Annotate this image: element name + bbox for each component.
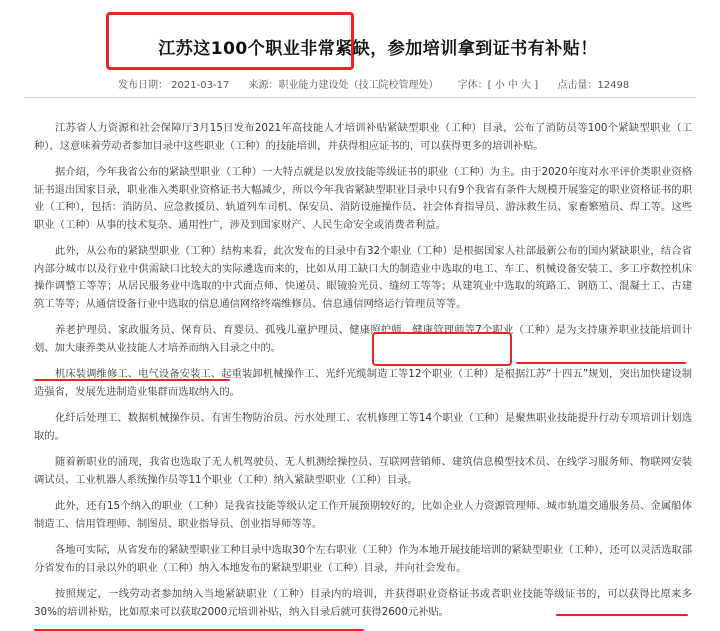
paragraph-underlined: 按照规定，一线劳动者参加纳入当地紧缺职业（工种）目录内的培训，并获得职业资格证书或者职业技能等级证书的，可以获得比原来多30%的培训补贴，比如原来可以获取2000元培训补贴，纳入目录后就可获得2600元补贴。 xyxy=(34,588,692,618)
annotation-underline xyxy=(516,362,686,364)
article-title: 江苏这100个职业非常紧缺，参加培训拿到证书有补贴！ xyxy=(158,39,598,59)
publish-date: 发布日期： 2021-03-17 xyxy=(118,80,230,91)
keyword-highlight-box xyxy=(372,332,512,366)
paragraph: 此外，从公布的紧缺型职业（工种）结构来看，此次发布的目录中有32个职业（工种）是根据国家人社部最新公布的国内紧缺职业，结合省内部分城市以及行业中供需缺口比较大的实际遴选而来的，比如从用工缺口大的制造业中选取的电工、车工、机械设备安装工、多工序数控机床操作调整工等等；从居民服务业中选取的中式面点师、快递员、眼镜验光员、缝纫工等等；从建筑业中选取的筑路工、钢筋工、混凝土工、古建筑工等等；从通信设备行业中选取的信息通信网络终端维修员、信息通信网络运行管理员等等。 xyxy=(34,245,692,310)
annotation-underline xyxy=(34,379,230,381)
paragraph: 机床装调维修工、电气设备安装工、起重装卸机械操作工、光纤光缆制造工等12个职业（工种）是根据江苏“十四五”规划，突出加快建设制造强省，发展先进制造业集群而选取纳入的。 xyxy=(34,368,692,398)
divider xyxy=(24,97,696,98)
paragraph: 化纤后处理工、数据机械操作员、有害生物防治员、污水处理工、农机修理工等14个职业（工种）是聚焦职业技能提升行动专项培训计划选取的。 xyxy=(34,412,692,442)
paragraph: 各地可实际，从省发布的紧缺型职业工种目录中选取30个左右职业（工种）作为本地开展技能培训的紧缺型职业（工种），还可以灵活选取部分省发布的目录以外的职业（工种）纳入本地发布的紧缺型职业（工种）目录，并向社会发布。 xyxy=(34,544,692,574)
paragraph: 随着新职业的涌现，我省也选取了无人机驾驶员、无人机测绘操控员、互联网营销师、建筑信息模型技术员、在线学习服务师、物联网安装调试员、工业机器人系统操作员等11个职业（工种）纳入紧缺型职业（工种）目录。 xyxy=(34,456,692,486)
article-body xyxy=(34,120,692,630)
paragraph: 江苏省人力资源和社会保障厅3月15日发布2021年高技能人才培训补贴紧缺型职业（工种）目录，公布了消防员等100个紧缺型职业（工种），这意味着劳动者参加目录中这些职业（工种）的技能培训，并获得相应证书的，可以获得更多的培训补贴。 xyxy=(34,122,692,152)
article-source: 来源：职业能力建设处（技工院校管理处） xyxy=(248,80,439,91)
paragraph: 此外，还有15个纳入的职业（工种）是我省技能等级认定工作开展预期较好的，比如企业人力资源管理师、城市轨道交通服务员、金属船体制造工、信用管理师、制图员、职业指导员、创业指导师等等。 xyxy=(34,500,692,530)
click-count: 点击量：12498 xyxy=(557,80,630,91)
font-size-selector[interactable]: 字体：[ 小 中 大 ] xyxy=(457,80,539,91)
paragraph-highlighted: 养老护理员、家政服务员、保育员、育婴员、孤残儿童护理员、健康照护师、健康管理师等7个职业（工种）是为支持康养职业技能培训计划、加大康养类从业技能人才培养而纳入目录之中的。 xyxy=(34,324,692,354)
article-meta xyxy=(118,76,645,91)
annotation-underline xyxy=(556,614,688,616)
paragraph: 据介绍，今年我省公布的紧缺型职业（工种）一大特点就是以发放技能等级证书的职业（工种）为主。由于2020年度对水平评价类职业资格证书退出国家目录，职业准入类职业资格证书大幅减少，所以今年我省紧缺型职业目录中只有9个我省有条件大规模开展鉴定的职业资格证书的职业（工种），包括：消防员、应急救援员、轨道列车司机、保安员、消防设施操作员、社会体育指导员、游泳救生员、家畜繁殖员、焊工等。这些职业（工种）从事的技术复杂、通用性广，涉及到国家财产、人民生命安全或消费者利益。 xyxy=(34,166,692,231)
